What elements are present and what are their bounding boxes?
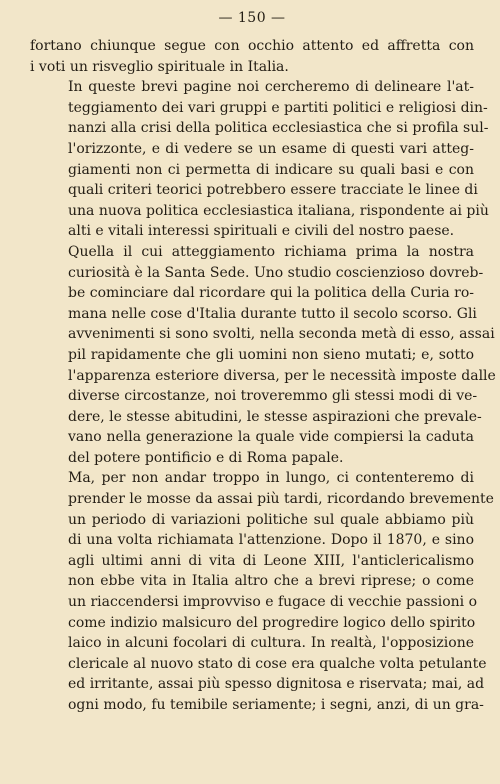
text-line: prender le mosse da assai più tardi, ricordando brevemente: [68, 491, 494, 508]
text-line: fortano chiunque segue con occhio attento ed affretta con: [30, 38, 474, 54]
text-line: una nuova politica ecclesiastica italiana, rispondente ai più: [68, 202, 489, 219]
text-line: mana nelle cose d'Italia durante tutto il secolo scorso. Gli: [68, 305, 477, 322]
text-line: diverse circostanze, noi troveremmo gli stessi modi di ve-: [68, 388, 478, 405]
text-line: dere, le stesse abitudini, le stesse aspirazioni che prevale-: [68, 408, 482, 425]
text-line: laico in alcuni focolari di cultura. In realtà, l'opposizione: [68, 635, 474, 652]
text-line: ed irritante, assai più spesso dignitosa e riservata; mai, ad: [68, 676, 485, 693]
text-line: clericale al nuovo stato di cose era qualche volta petulante: [68, 655, 487, 672]
text-line: del potere pontificio e di Roma papale.: [68, 449, 344, 466]
paragraph: [30, 36, 474, 77]
text-line: ogni modo, fu temibile seriamente; i segni, anzi, di un gra-: [68, 697, 484, 713]
text-line: come indizio malsicuro del progredire logico dello spirito: [68, 614, 476, 631]
text-line: giamenti non ci permetta di indicare su quali basi e con: [68, 161, 474, 178]
text-line: un riaccendersi improvviso e fugace di vecchie passioni o: [68, 594, 478, 611]
text-line: l'orizzonte, e di vedere se un esame di questi vari atteg-: [68, 140, 474, 157]
text-line: Ma, per non andar troppo in lungo, ci contenteremo di: [68, 470, 474, 487]
text-line: Quella il cui atteggiamento richiama prima la nostra: [68, 243, 474, 260]
text-line: i voti un risveglio spirituale in Italia.: [30, 58, 289, 75]
text-line: non ebbe vita in Italia altro che a brevi riprese; o come: [68, 573, 474, 590]
text-line: alti e vitali interessi spirituali e civili del nostro paese.: [68, 223, 455, 240]
page-number: — 150 —: [218, 10, 286, 26]
text-line: curiosità è la Santa Sede. Uno studio coscienzioso dovreb-: [68, 264, 484, 281]
text-line: un periodo di variazioni politiche sul quale abbiamo più: [68, 511, 474, 528]
text-line: agli ultimi anni di vita di Leone XIII, l'anticlericalismo: [68, 552, 474, 569]
text-line: In queste brevi pagine noi cercheremo di delineare l'at-: [68, 79, 474, 96]
text-line: quali criteri teorici potrebbero essere tracciate le linee di: [68, 182, 478, 199]
text-line: be cominciare dal ricordare qui la politica della Curia ro-: [68, 285, 474, 302]
paragraph: [30, 242, 496, 469]
text-line: teggiamento dei vari gruppi e partiti politici e religiosi din-: [68, 99, 488, 116]
text-line: l'apparenza esteriore diversa, per le necessità imposte dalle: [68, 367, 496, 384]
text-line: vano nella generazione la quale vide compiersi la caduta: [68, 429, 474, 446]
text-line: di una volta richiamata l'attenzione. Dopo il 1870, e sino: [68, 532, 474, 549]
text-line: avvenimenti si sono svolti, nella seconda metà di esso, assai: [68, 326, 495, 343]
body-text: [30, 36, 496, 716]
paragraph: [30, 77, 489, 242]
text-line: nanzi alla crisi della politica ecclesiastica che si profila sul-: [68, 120, 489, 137]
paragraph: [30, 468, 494, 715]
text-line: pil rapidamente che gli uomini non sieno mutati; e, sotto: [68, 346, 474, 363]
